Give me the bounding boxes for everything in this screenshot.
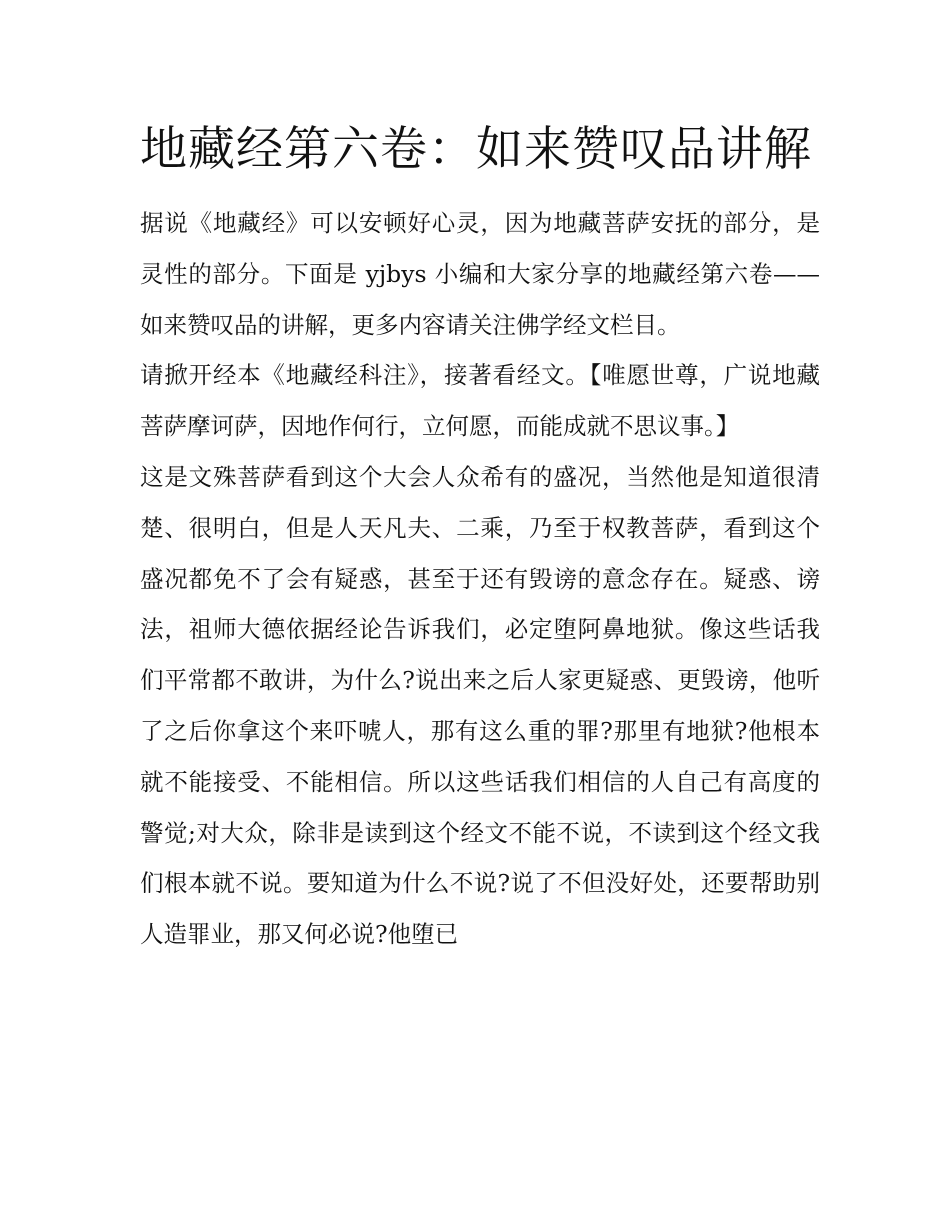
document-body	[140, 112, 820, 960]
document-title: 地藏经第六卷：如来赞叹品讲解	[140, 122, 812, 177]
paragraph-intro: 据说《地藏经》可以安顿好心灵，因为地藏菩萨安抚的部分，是灵性的部分。下面是 yjbys 小编和大家分享的地藏经第六卷——如来赞叹品的讲解，更多内容请关注佛学经文栏目。	[140, 209, 820, 339]
paragraph-commentary: 这是文殊菩萨看到这个大会人众希有的盛况，当然他是知道很清楚、很明白，但是人天凡夫、二乘，乃至于权教菩萨，看到这个盛况都免不了会有疑惑，甚至于还有毁谤的意念存在。疑惑、谤法，祖师大德依据经论告诉我们，必定堕阿鼻地狱。像这些话我们平常都不敢讲，为什么?说出来之后人家更疑惑、更毁谤，他听了之后你拿这个来吓唬人，那有这么重的罪?那里有地狱?他根本就不能接受、不能相信。所以这些话我们相信的人自己有高度的警觉;对大众，除非是读到这个经文不能不说，不读到这个经文我们根本就不说。要知道为什么不说?说了不但没好处，还要帮助别人造罪业，那又何必说?他堕已	[140, 462, 820, 949]
paragraph-scripture-quote: 请掀开经本《地藏经科注》，接著看经文。【唯愿世尊，广说地藏菩萨摩诃萨，因地作何行，立何愿，而能成就不思议事。】	[140, 361, 820, 441]
